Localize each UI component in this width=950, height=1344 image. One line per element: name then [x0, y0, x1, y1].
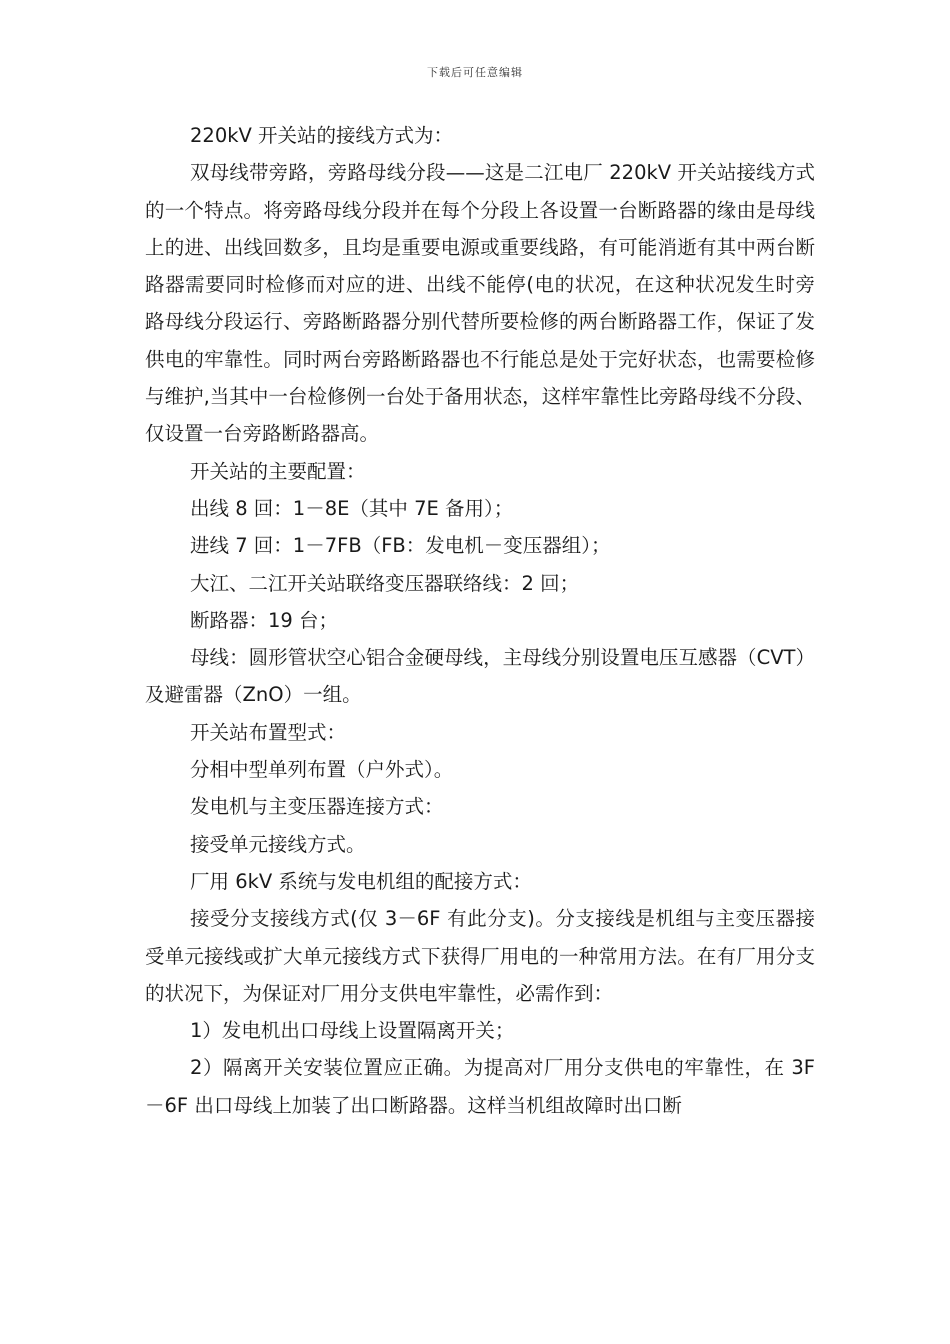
- paragraph-12: 接受单元接线方式。: [190, 832, 366, 856]
- paragraph-3: 开关站的主要配置：: [190, 459, 366, 483]
- paragraph-11: 发电机与主变压器连接方式：: [190, 795, 444, 819]
- paragraph-9: 开关站布置型式：: [190, 720, 347, 744]
- page-header: 下载后可任意编辑: [427, 66, 523, 79]
- paragraph-7: 断路器：19 台；: [190, 608, 339, 632]
- document-body: [145, 117, 815, 1124]
- paragraph-13: 厂用 6kV 系统与发电机组的配接方式：: [190, 869, 532, 893]
- paragraph-5: 进线 7 回：1－7FB（FB：发电机－变压器组）；: [190, 534, 611, 558]
- paragraph-14: 接受分支接线方式(仅 3－6F 有此分支)。分支接线是机组与主变压器接受单元接线或扩大单元接线方式下获得厂用电的一种常用方法。在有厂用分支的状况下，为保证对厂用分支供电牢靠性，必需作到：: [145, 907, 815, 1005]
- paragraph-1: 220kV 开关站的接线方式为：: [190, 124, 454, 147]
- paragraph-15: 1）发电机出口母线上设置隔离开关；: [190, 1019, 515, 1043]
- paragraph-16: 2）隔离开关安装位置应正确。为提高对厂用分支供电的牢靠性，在 3F－6F 出口母线上加装了出口断路器。这样当机组故障时出口断: [145, 1056, 815, 1117]
- paragraph-2: 双母线带旁路，旁路母线分段——这是二江电厂 220kV 开关站接线方式的一个特点。将旁路母线分段并在每个分段上各设置一台断路器的缘由是母线上的进、出线回数多，且均是重要电源或重要线路，有可能消逝有其中两台断路器需要同时检修而对应的进、出线不能停(电的状况，在这种状况发生时旁路母线分段运行、旁路断路器分别代替所要检修的两台断路器工作，保证了发供电的牢靠性。同时两台旁路断路器也不行能总是处于完好状态，也需要检修与维护,当其中一台检修例一台处于备用状态，这样牢靠性比旁路母线不分段、仅设置一台旁路断路器高。: [145, 161, 815, 446]
- paragraph-6: 大江、二江开关站联络变压器联络线：2 回；: [190, 571, 580, 595]
- paragraph-4: 出线 8 回：1－8E（其中 7E 备用）；: [190, 496, 514, 520]
- paragraph-10: 分相中型单列布置（户外式）。: [190, 758, 454, 782]
- paragraph-8: 母线：圆形管状空心铝合金硬母线，主母线分别设置电压互感器（CVT）及避雷器（ZnO）一组。: [145, 646, 815, 707]
